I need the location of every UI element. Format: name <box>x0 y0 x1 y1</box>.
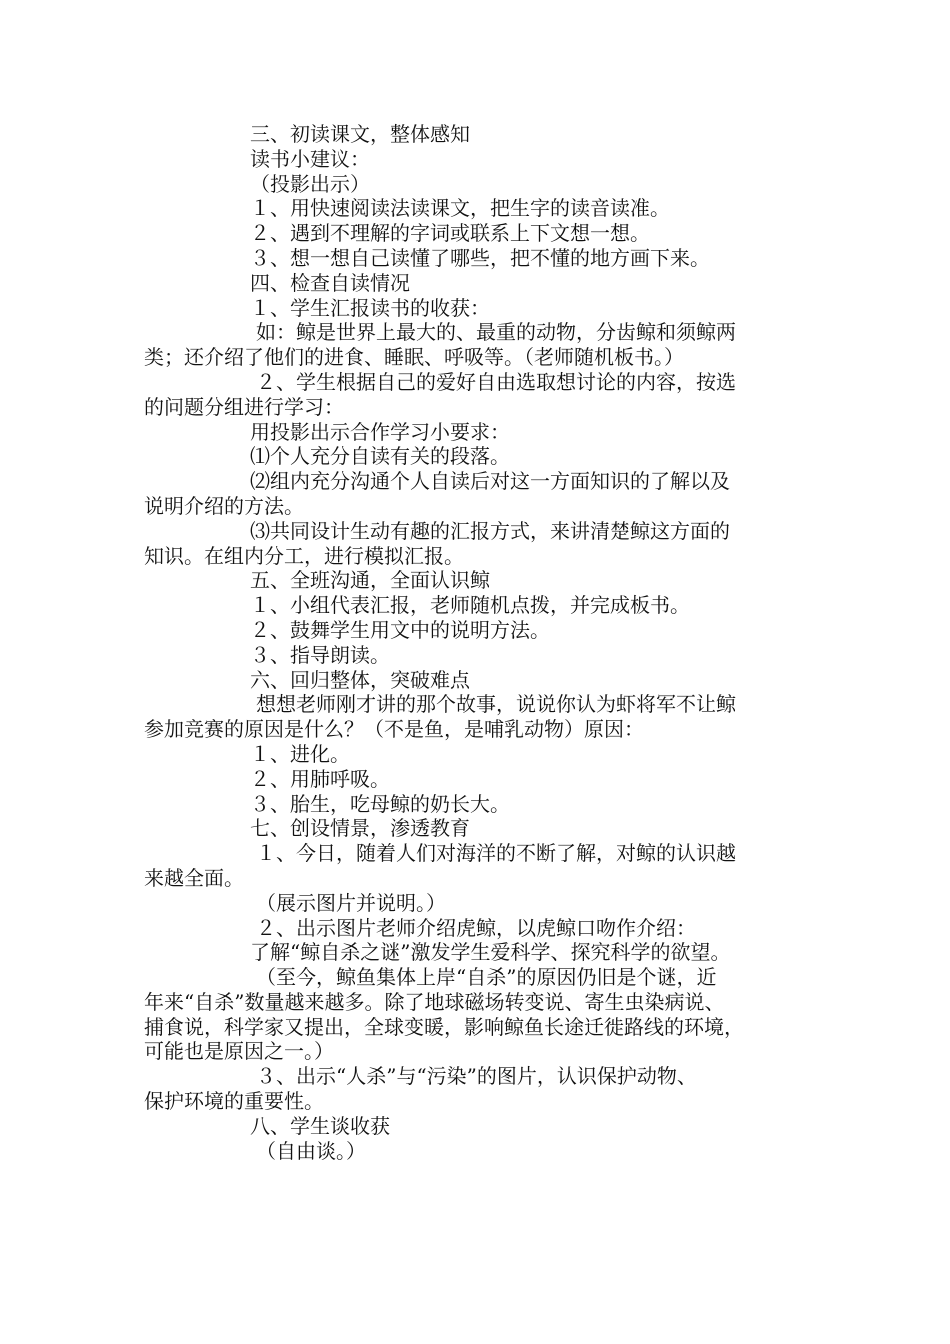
list-item: １、学生汇报读书的收获： <box>250 295 490 320</box>
list-item: ⑶共同设计生动有趣的汇报方式，来讲清楚鲸这方面的 <box>250 518 730 543</box>
paragraph-line: （展示图片并说明。） <box>256 890 446 915</box>
list-item: ２、学生根据自己的爱好自由选取想讨论的内容，按选 <box>256 369 736 394</box>
list-item: ２、遇到不理解的字词或联系上下文想一想。 <box>250 221 650 246</box>
paragraph-line: （至今，鲸鱼集体上岸“自杀”的原因仍旧是个谜，近 <box>256 965 717 990</box>
list-item: ３、胎生，吃母鲸的奶长大。 <box>250 791 510 816</box>
list-item: ３、想一想自己读懂了哪些，把不懂的地方画下来。 <box>250 245 710 270</box>
paragraph-line: 年来“自杀”数量越来越多。除了地球磁场转变说、寄生虫染病说、 <box>144 989 725 1014</box>
section-heading-6: 六、回归整体，突破难点 <box>250 667 470 692</box>
paragraph-line: 的问题分组进行学习： <box>144 394 344 419</box>
paragraph-line: 保护环境的重要性。 <box>144 1089 324 1114</box>
list-item: ３、指导朗读。 <box>250 642 390 667</box>
paragraph-line: （自由谈。） <box>256 1138 366 1163</box>
paragraph-line: 知识。在组内分工，进行模拟汇报。 <box>144 543 464 568</box>
list-item: ⑵组内充分沟通个人自读后对这一方面知识的了解以及 <box>250 469 730 494</box>
list-item: ２、用肺呼吸。 <box>250 766 390 791</box>
section-heading-7: 七、创设情景，渗透教育 <box>250 816 470 841</box>
list-item: １、用快速阅读法读课文，把生字的读音读准。 <box>250 196 670 221</box>
list-item: ２、鼓舞学生用文中的说明方法。 <box>250 617 550 642</box>
list-item: ２、出示图片老师介绍虎鲸，以虎鲸口吻作介绍： <box>256 915 696 940</box>
paragraph-line: （投影出示） <box>250 171 370 196</box>
paragraph-line: 了解“鲸自杀之谜”激发学生爱科学、探究科学的欲望。 <box>250 940 731 965</box>
paragraph-line: 参加竞赛的原因是什么？（不是鱼，是哺乳动物）原因： <box>144 717 644 742</box>
paragraph-line: 捕食说，科学家又提出，全球变暖，影响鲸鱼长途迁徙路线的环境， <box>144 1014 744 1039</box>
list-item: １、进化。 <box>250 741 350 766</box>
section-heading-3: 三、初读课文，整体感知 <box>250 122 470 146</box>
list-item: ３、出示“人杀”与“污染”的图片，认识保护动物、 <box>256 1064 697 1089</box>
paragraph-line: 类；还介绍了他们的进食、睡眠、呼吸等。（老师随机板书。） <box>144 345 684 370</box>
document-body <box>144 122 808 1163</box>
section-heading-5: 五、全班沟通，全面认识鲸 <box>250 568 490 593</box>
list-item: １、今日，随着人们对海洋的不断了解，对鲸的认识越 <box>256 841 736 866</box>
paragraph-line: 来越全面。 <box>144 865 244 890</box>
section-heading-4: 四、检查自读情况 <box>250 270 410 295</box>
paragraph-line: 可能也是原因之一。） <box>144 1039 334 1064</box>
paragraph-line: 说明介绍的方法。 <box>144 493 304 518</box>
list-item: ⑴个人充分自读有关的段落。 <box>250 444 510 469</box>
paragraph-line: 想想老师刚才讲的那个故事，说说你认为虾将军不让鲸 <box>256 692 736 717</box>
list-item: １、小组代表汇报，老师随机点拨，并完成板书。 <box>250 593 690 618</box>
paragraph-line: 用投影出示合作学习小要求： <box>250 419 510 444</box>
paragraph-line: 如：鲸是世界上最大的、最重的动物，分齿鲸和须鲸两 <box>256 320 736 345</box>
section-heading-8: 八、学生谈收获 <box>250 1113 390 1138</box>
paragraph-line: 读书小建议： <box>250 146 370 171</box>
